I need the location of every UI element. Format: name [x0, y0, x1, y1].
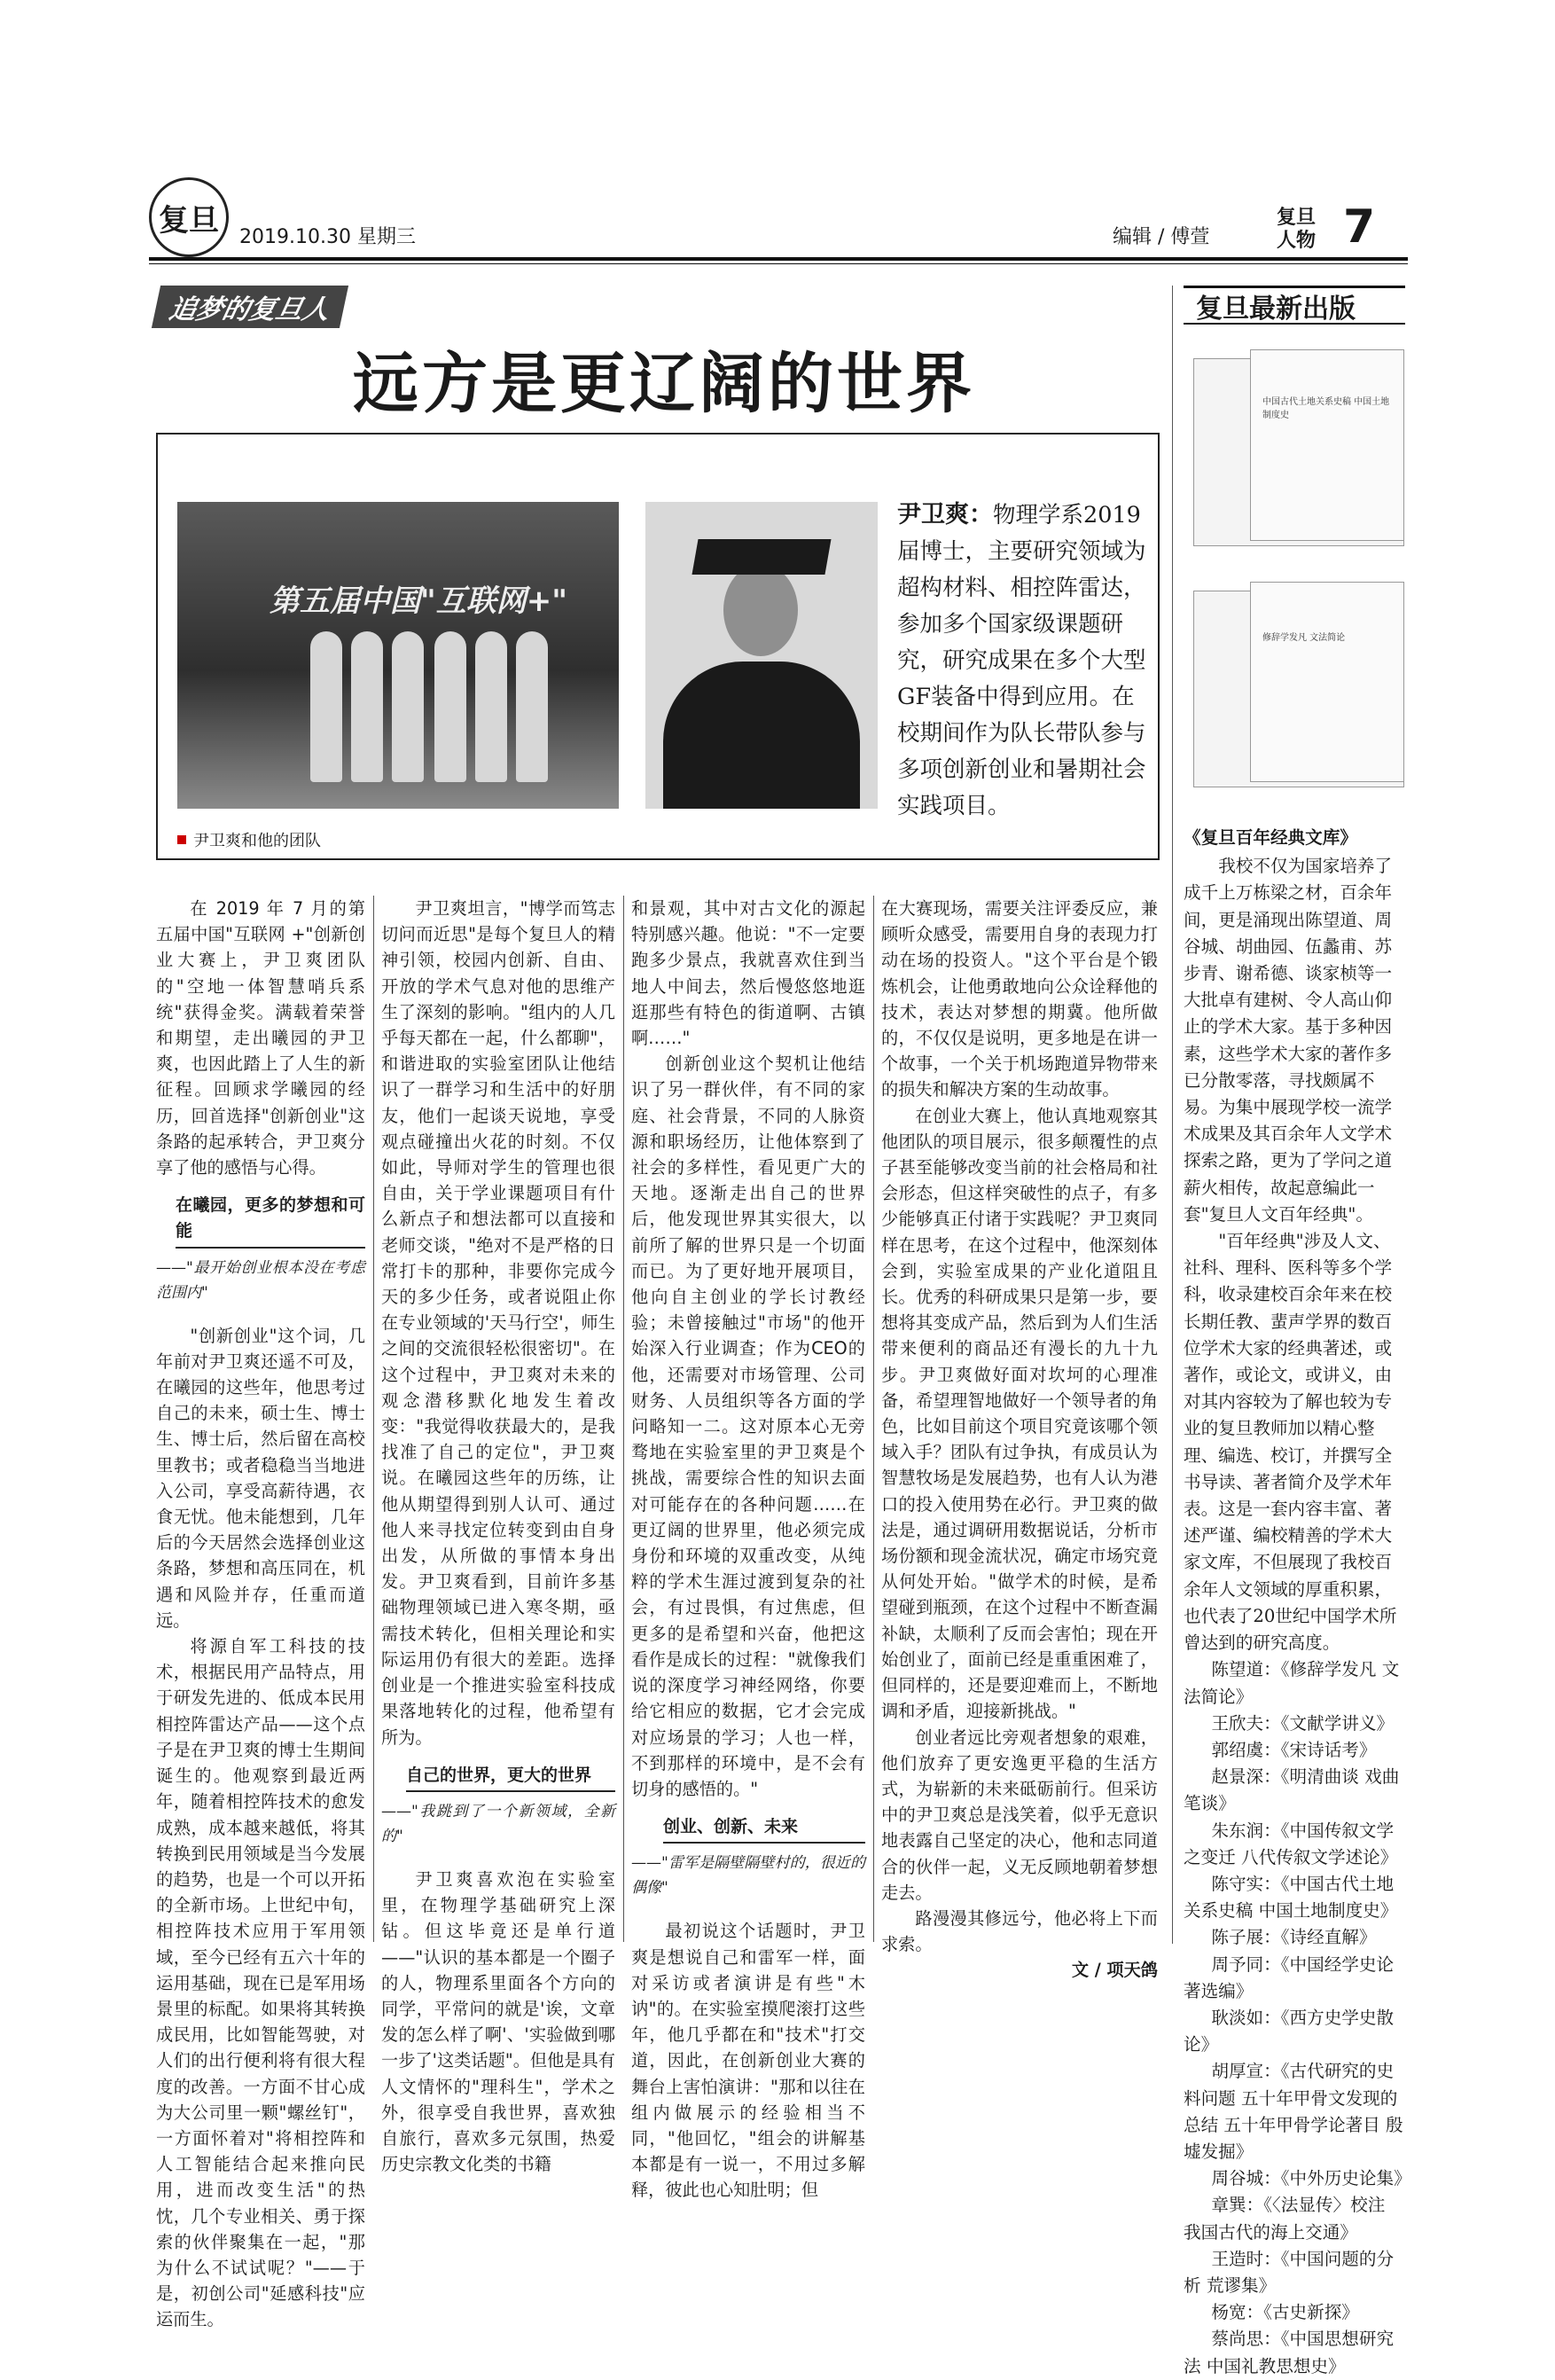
- bio-body: 物理学系2019届博士，主要研究领域为超构材料、相控阵雷达，参加多个国家级课题研究，研究成果在多个大型GF装备中得到应用。在校期间作为队长带队参与多项创新创业和暑期社会实践项目。: [897, 502, 1146, 819]
- article-column-2: [381, 896, 615, 2177]
- column-divider: [373, 896, 374, 1942]
- bio-text: [897, 497, 1153, 825]
- paragraph: 尹卫爽喜欢泡在实验室里，在物理学基础研究上深钻。但这毕竟还是单行道——"认识的基本都是一个圈子的人，物理系里面各个方向的同学，平常问的就是'诶，文章发的怎么样了啊'、'实验做到哪一步了'这类话题"。但他是具有人文情怀的"理科生"，学术之外，很享受自我世界，喜欢独自旅行，喜欢多元氛围，热爱历史宗教文化类的书籍: [381, 1868, 615, 2175]
- sidebar-title: 复旦最新出版: [1184, 286, 1405, 325]
- paragraph: 创新创业这个契机让他结识了另一群伙伴，有不同的家庭、社会背景，不同的人脉资源和职场经历，让他体察到了社会的多样性，看见更广大的天地。逐渐走出自己的世界后，他发现世界其实很大，以前所了解的世界只是一个切面而已。为了更好地开展项目，他向自主创业的学长讨教经验；未曾接触过"市场"的他开始深入行业调查；作为CEO的他，还需要对市场管理、公司财务、人员组织等各方面的学问略知一二。这对原本心无旁骛地在实验室里的尹卫爽是个挑战，需要综合性的知识去面对可能存在的各种问题……在更辽阔的世界里，他必须完成身份和环境的双重改变，从纯粹的学术生涯过渡到复杂的社会，有过畏惧，有过焦虑，但更多的是希望和兴奋，他把这看作是成长的过程："就像我们说的深度学习神经网络，你要给它相应的数据，它才会完成对应场景的学习；人也一样，不到那样的环境中，是不会有切身的感悟的。": [631, 1053, 865, 1799]
- issue-date: 2019.10.30 星期三: [239, 226, 416, 248]
- bio-name: 尹卫爽：: [897, 501, 993, 528]
- book-entry: 胡厚宣：《古代研究的史料问题 五十年甲骨文发现的总结 五十年甲骨学论著目 殷墟发掘》: [1184, 2061, 1403, 2162]
- book-entry: 蔡尚思：《中国思想研究法 中国礼教思想史》: [1184, 2329, 1395, 2376]
- paragraph: 在创业大赛上，他认真地观察其他团队的项目展示，很多颠覆性的点子甚至能够改变当前的社会格局和社会形态，但这样突破性的点子，有多少能够真正付诸于实践呢？尹卫爽同样在思考，在这个过程中，他深刻体会到，实验室成果的产业化道阻且长。优秀的科研成果只是第一步，要想将其变成产品，然后到为人们生活带来便利的商品还有漫长的九十九步。尹卫爽做好面对坎坷的心理准备，希望理智地做好一个领导者的角色，比如目前这个项目究竟该哪个领域入手？团队有过争执，有成员认为智慧牧场是发展趋势，也有人认为港口的投入使用势在必行。尹卫爽的做法是，通过调研用数据说话，分析市场份额和现金流状况，确定市场究竟从何处开始。"做学术的时候，是希望碰到瓶颈，在这个过程中不断查漏补缺，太顺利了反而会害怕；现在开始创业了，面前已经是重重困难了，但同样的，还是要迎难而上，不断地调和矛盾，迎接新挑战。": [881, 1105, 1158, 1722]
- byline: 文 / 项天鸽: [1071, 1960, 1158, 1981]
- book-entry: 王造时：《中国问题的分析 荒谬集》: [1184, 2248, 1395, 2296]
- subheading: 创业、创新、未来: [663, 1814, 865, 1844]
- book-entry: 周予同：《中国经学史论著选编》: [1184, 1953, 1395, 2001]
- paragraph: 尹卫爽坦言，"博学而笃志切问而近思"是每个复旦人的精神引领，校园内创新、自由、开放的学术气息对他的思维产生了深刻的影响。"组内的人几乎每天都在一起，什么都聊"，和谐进取的实验室团队让他结识了一群学习和生活中的好朋友，他们一起谈天说地，享受观点碰撞出火花的时刻。不仅如此，导师对学生的管理也很自由，关于学业课题项目有什么新点子和想法都可以直接和老师交谈，"绝对不是严格的日常打卡的那种，非要你完成今天的多少任务，或者说阻止你在专业领域的'天马行空'，师生之间的交流很轻松很密切"。在这个过程中，尹卫爽对未来的观念潜移默化地发生着改变："我觉得收获最大的，是我找准了自己的定位"，尹卫爽说。在曦园这些年的历练，让他从期望得到别人认可、通过他人来寻找定位转变到由自身出发，从所做的事情本身出发。尹卫爽看到，目前许多基础物理领域已进入寒冬期，亟需技术转化，但相关理论和实际运用仍有很大的差距。选择创业是一个推进实验室科技成果落地转化的过程，他希望有所为。: [381, 898, 615, 1748]
- column-divider: [873, 896, 874, 1942]
- paragraph: 将源自军工科技的技术，根据民用产品特点，用于研发先进的、低成本民用相控阵雷达产品——这个点子是在尹卫爽的博士生期间诞生的。他观察到最近两年，随着相控阵技术的愈发成熟，成本越来越低，将其转换到民用领域是当今发展的趋势，也是一个可以开拓的全新市场。上世纪中旬，相控阵技术应用于军用领域，至今已经有五六十年的运用基础，现在已是军用场景里的标配。如果将其转换成民用，比如智能驾驶，对人们的出行便利将有很大程度的改善。一方面不甘心成为大公司里一颗"螺丝钉"，一方面怀着对"将相控阵和人工智能结合起来推向民用，进而改变生活"的热忱，几个专业相关、勇于探索的伙伴聚集在一起，"那为什么不试试呢？"——于是，初创公司"延感科技"应运而生。: [156, 1636, 365, 2330]
- book-title-1: 中国古代土地关系史稿 中国土地制度史: [1262, 397, 1390, 420]
- column-tag: 追梦的复旦人: [152, 286, 348, 328]
- sidebar-text: [1184, 825, 1411, 2380]
- book-entry: 朱东润：《中国传叙文学之变迁 八代传叙文学述论》: [1184, 1820, 1398, 1867]
- subheading: 自己的世界，更大的世界: [406, 1763, 615, 1792]
- article-column-3: [631, 896, 865, 2204]
- article-column-4: [881, 896, 1158, 1984]
- sidebar-divider: [1172, 286, 1173, 1944]
- paragraph: 路漫漫其修远兮，他必将上下而求索。: [881, 1907, 1158, 1955]
- team-photo-banner: 第五届中国"互联网+": [270, 583, 567, 619]
- book-entry: 耿淡如：《西方史学史散论》: [1184, 2007, 1395, 2055]
- caption-marker: [177, 835, 186, 844]
- book-entry: 陈守实：《中国古代土地关系史稿 中国土地制度史》: [1184, 1873, 1398, 1922]
- book-entry: 周谷城：《中外历史论集》: [1211, 2168, 1411, 2189]
- book-stack-image: [1188, 344, 1410, 805]
- book-entry: 陈子展：《诗经直解》: [1211, 1927, 1377, 1948]
- page-number: 7: [1343, 200, 1376, 254]
- paragraph: 我校不仅为国家培养了成千上万栋梁之材，百余年间，更是涌现出陈望道、周谷城、胡曲园、伍蠡甫、苏步青、谢希德、谈家桢等一大批卓有建树、令人高山仰止的学术大家。基于多种因素，这些学术大家的著作多已分散零落，寻找颇属不易。为集中展现学校一流学术成果及其百余年人文学术探索之路，更为了学问之道薪火相传，故起意编此一套"复旦人文百年经典"。: [1184, 856, 1393, 1225]
- team-photo: [177, 502, 619, 809]
- book-entry: 杨宽：《古史新探》: [1211, 2302, 1359, 2323]
- pull-quote: ——"雷军是隔壁隔壁村的，很近的偶像": [631, 1854, 865, 1898]
- book-entry: 章巽：《〈法显传〉校注 我国古代的海上交通》: [1184, 2195, 1386, 2243]
- article-column-1: [156, 896, 365, 2333]
- editor-credit: 编辑 / 傅萱: [1113, 226, 1210, 248]
- paragraph: 最初说这个话题时，尹卫爽是想说自己和雷军一样，面对采访或者演讲是有些"木讷"的。在实验室摸爬滚打这些年，他几乎都在和"技术"打交道，因此，在创新创业大赛的舞台上害怕演讲："那和以往在组内做展示的经验相当不同，"他回忆，"组会的讲解基本都是有一说一，不用过多解释，彼此也心知肚明；但: [631, 1921, 865, 2201]
- book-entry: 郭绍虞：《宋诗话考》: [1211, 1739, 1377, 1760]
- pull-quote: ——"最开始创业根本没在考虑范围内": [156, 1258, 365, 1302]
- header-rule: [149, 257, 1408, 261]
- header-rule-thin: [149, 263, 1408, 264]
- portrait-photo: [645, 502, 878, 809]
- subheading: 在曦园，更多的梦想和可能: [176, 1193, 365, 1248]
- series-title: 《复旦百年经典文库》: [1184, 827, 1357, 848]
- book-entry: 陈望道：《修辞学发凡 文法简论》: [1184, 1659, 1400, 1707]
- book-entry: 赵景深：《明清曲谈 戏曲笔谈》: [1184, 1766, 1400, 1814]
- section-name: 复旦 人物: [1276, 206, 1316, 252]
- book-entry: 王欣夫：《文献学讲义》: [1211, 1712, 1395, 1734]
- paragraph: "创新创业"这个词，几年前对尹卫爽还遥不可及，在曦园的这些年，他思考过自己的未来，硕士生、博士生、博士后，然后留在高校里教书；或者稳稳当当地进入公司，享受高薪待遇，衣食无忧。他未能想到，几年后的今天居然会选择创业这条路，梦想和高压同在，机遇和风险并存，任重而道远。: [156, 1325, 365, 1631]
- book-title-2: 修辞学发凡 文法简论: [1262, 633, 1346, 643]
- paragraph: 在 2019 年 7 月的第五届中国"互联网 +"创新创业大赛上，尹卫爽团队的"空地一体智慧哨兵系统"获得金奖。满载着荣誉和期望，走出曦园的尹卫爽，也因此踏上了人生的新征程。回顾求学曦园的经历，回首选择"创新创业"这条路的起承转合，尹卫爽分享了他的感悟与心得。: [156, 898, 365, 1178]
- headline: 远方是更辽阔的世界: [353, 346, 975, 422]
- photo-caption: 尹卫爽和他的团队: [193, 832, 321, 850]
- book-list: [1184, 1656, 1411, 2379]
- fudan-seal-logo: 复旦: [149, 177, 229, 257]
- paragraph: 和景观，其中对古文化的源起特别感兴趣。他说："不一定要跑多少景点，我就喜欢住到当地人中间去，然后慢悠悠地逛逛那些有特色的街道啊、古镇啊……": [631, 898, 865, 1049]
- paragraph: "百年经典"涉及人文、社科、理科、医科等多个学科，收录建校百余年来在校长期任教、蜚声学界的数百位学术大家的经典著述，或著作，或论文，或讲义，由对其内容较为了解也较为专业的复旦教师加以精心整理、编选、校订，并撰写全书导读、著者简介及学术年表。这是一套内容丰富、著述严谨、编校精善的学术大家文库，不但展现了我校百余年人文领域的厚重积累，也代表了20世纪中国学术所曾达到的研究高度。: [1184, 1231, 1397, 1654]
- paragraph: 创业者远比旁观者想象的艰难，他们放弃了更安逸更平稳的生活方式，为崭新的未来砥砺前行。但采访中的尹卫爽总是浅笑着，似乎无意识地表露自己坚定的决心，他和志同道合的伙伴一起，义无反顾地朝着梦想走去。: [881, 1726, 1158, 1903]
- column-divider: [623, 896, 624, 1942]
- paragraph: 在大赛现场，需要关注评委反应，兼顾听众感受，需要用自身的表现力打动在场的投资人。"这个平台是个锻炼机会，让他勇敢地向公众诠释他的技术，表达对梦想的期冀。他所做的，不仅仅是说明，更多地是在讲一个故事，一个关于机场跑道异物带来的损失和解决方案的生动故事。: [881, 898, 1158, 1100]
- pull-quote: ——"我跳到了一个新领域，全新的": [381, 1802, 615, 1845]
